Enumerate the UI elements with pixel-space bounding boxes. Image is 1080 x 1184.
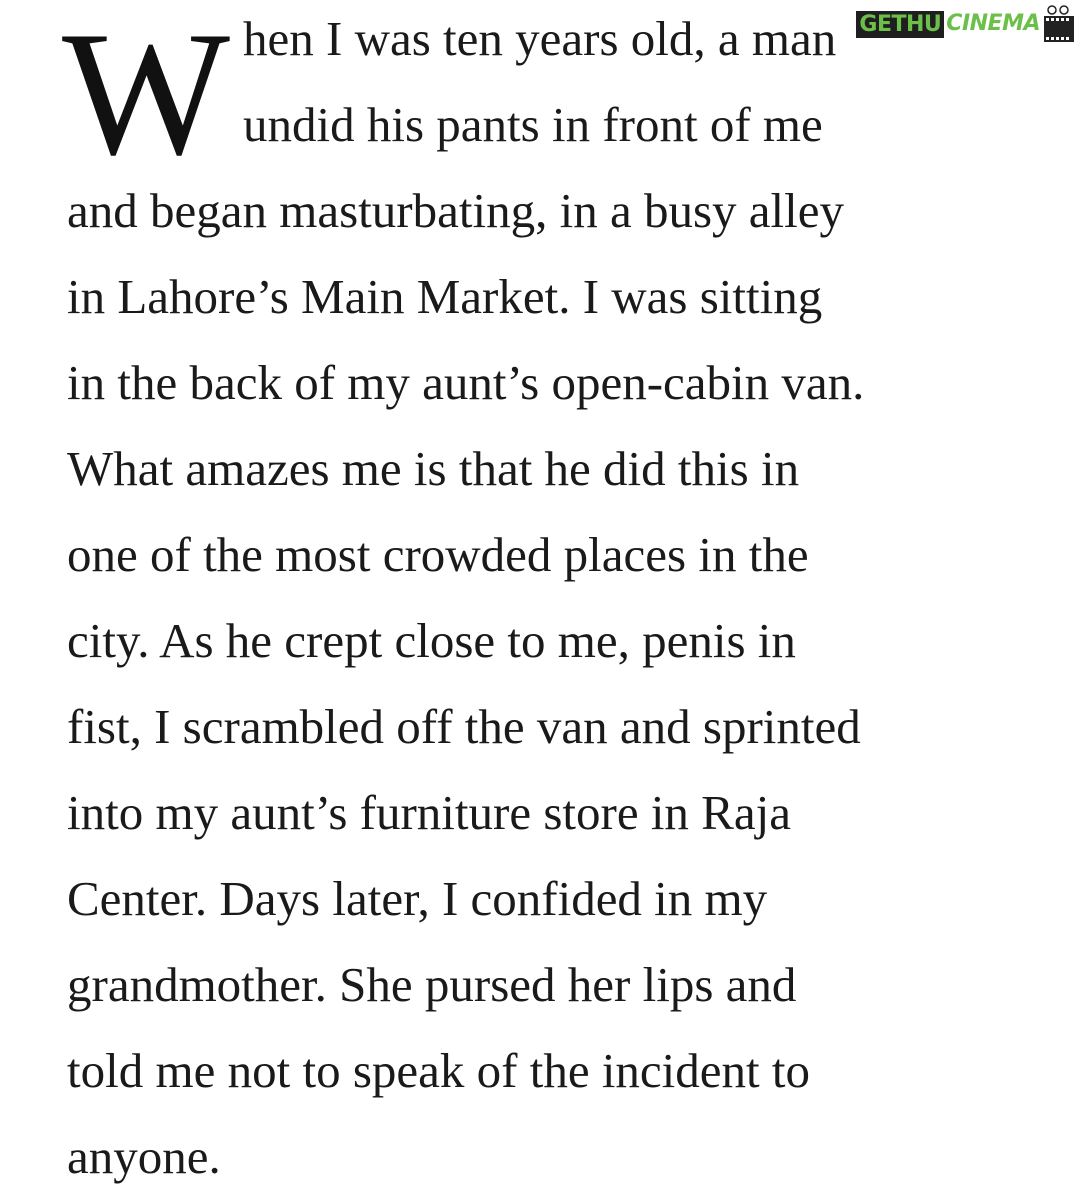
text-line-11: Center. Days later, I confided in my <box>67 871 768 926</box>
watermark-gethu: GETHU <box>856 11 944 38</box>
text-line-12: grandmother. She pursed her lips and <box>67 957 797 1012</box>
watermark-logo <box>856 4 1076 44</box>
text-line-9: fist, I scrambled off the van and sprinted <box>67 699 861 754</box>
text-line-1: hen I was ten years old, a man <box>243 11 837 66</box>
text-line-4: in Lahore’s Main Market. I was sitting <box>67 269 823 324</box>
watermark-cinema: CINEMA <box>946 11 1040 36</box>
text-line-2: undid his pants in front of me <box>243 97 823 152</box>
film-reel-icon <box>1042 4 1076 44</box>
text-line-14: anyone. <box>67 1129 221 1184</box>
text-line-13: told me not to speak of the incident to <box>67 1043 811 1098</box>
drop-cap: W <box>62 0 231 192</box>
text-line-10: into my aunt’s furniture store in Raja <box>67 785 791 840</box>
text-line-6: What amazes me is that he did this in <box>67 441 800 496</box>
text-line-8: city. As he crept close to me, penis in <box>67 613 796 668</box>
text-line-5: in the back of my aunt’s open-cabin van. <box>67 355 865 410</box>
text-line-7: one of the most crowded places in the <box>67 527 809 582</box>
text-line-3: and began masturbating, in a busy alley <box>67 183 844 238</box>
